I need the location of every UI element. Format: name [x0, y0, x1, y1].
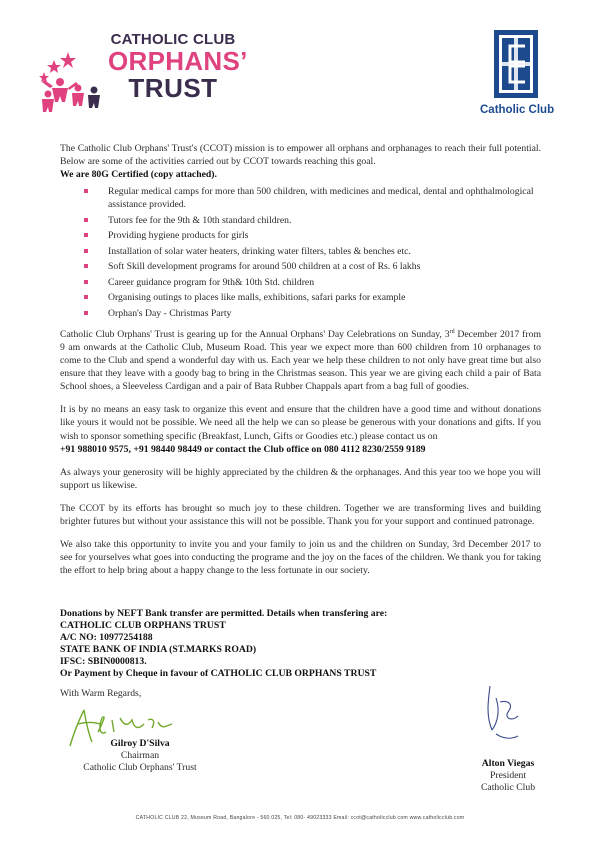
trust-logo-text [108, 31, 248, 103]
president-block [458, 758, 558, 795]
ccot-paragraph: The CCOT by its efforts has brought so much joy to these children. Together we are transforming lives and building brighter futures but without your assistance this will not be possible. Thank you for your support and continued patronage. [60, 502, 541, 527]
trust-logo [38, 28, 248, 116]
chairman-block [60, 738, 220, 775]
list-item: Providing hygiene products for girls [82, 229, 541, 242]
contact-numbers: +91 988010 9575, +91 98440 98449 or contact the Club office on 080 4112 8230/2559 9189 [60, 443, 426, 455]
chairman-title: Chairman [120, 750, 160, 762]
bank-details: Donations by NEFT Bank transfer are permitted. Details when transfering are: CATHOLIC CLUB ORPHANS TRUST A/C NO: 10977254188 STATE BANK OF INDIA (ST.MARKS ROAD) IFSC: SBIN0000813. Or Payment by Cheque in favour of CATHOLIC CLUB ORPHANS TRUST [60, 608, 388, 679]
president-name: Alton Viegas [481, 758, 535, 769]
bullet-icon [84, 264, 88, 268]
list-item: Organising outings to places like malls, exhibitions, safari parks for example [82, 291, 541, 304]
chairman-org: Catholic Club Orphans' Trust [83, 762, 197, 774]
letter-body [60, 142, 541, 577]
contact-paragraph: It is by no means an easy task to organize this event and ensure that the children have a good time and without donations like yours it would not be possible. We need all the help we can so please be generous with your donations and gifts. If you wish to sponsor something specific (Breakfast, Lunch, Gifts or Goodies etc.) please contact us on +91 988010 9575, +91 98440 98449 or contact the Club office on 080 4112 8230/2559 9189 [60, 404, 541, 455]
trust-logo-line3: TRUST [128, 73, 218, 103]
closing-line: With Warm Regards, [60, 688, 142, 699]
chairman-name: Gilroy D'Silva [110, 738, 170, 749]
letterhead-footer: CATHOLIC CLUB 22, Museum Road, Bangalore - 560 025, Tel: 080- 49023333 Email: ccot@catholicclub.com www.catholicclub.com [135, 815, 465, 821]
bullet-icon [84, 233, 88, 237]
generosity-paragraph: As always your generosity will be highly appreciated by the children & the orphanages. And this year too we hope you will support us likewise. [60, 466, 541, 491]
activities-list [60, 185, 541, 320]
bullet-icon [84, 189, 88, 193]
bullet-icon [84, 249, 88, 253]
president-title: President [489, 770, 527, 782]
trust-logo-line1: CATHOLIC CLUB [110, 31, 236, 48]
club-logo [470, 28, 580, 118]
list-item: Tutors fee for the 9th & 10th standard children. [82, 214, 541, 227]
president-signature [478, 682, 538, 744]
list-item: Regular medical camps for more than 500 children, with medicines and medical, dental and ophthalmological assistance provided. [82, 185, 541, 211]
list-item: Installation of solar water heaters, drinking water filters, tables & benches etc. [82, 245, 541, 258]
list-item: Soft Skill development programs for around 500 children at a cost of Rs. 6 lakhs [82, 260, 541, 273]
cc-monogram-icon [492, 28, 540, 100]
bullet-icon [84, 280, 88, 284]
celebration-paragraph: Catholic Club Orphans' Trust is gearing up for the Annual Orphans' Day Celebrations on Sunday, 3rd December 2017 from 9 am onwards at the Catholic Club, Museum Road. This year we expect more than 600 children from 10 orphanages to come to the Club and spend a wonderful day with us. Each year we help these children to not only have great time but also ensure that they leave with a goody bag to bring in the Christmas season. This year we are giving each child a pair of Bata School shoes, a Sleeveless Cardigan and a pair of Bata Rubber Chappals apart from a bag full of goodies. [60, 328, 541, 393]
list-item: Orphan's Day - Christmas Party [82, 307, 541, 320]
list-item: Career guidance program for 9th& 10th Std. children [82, 276, 541, 289]
bullet-icon [84, 218, 88, 222]
bullet-icon [84, 311, 88, 315]
trust-logo-line2: ORPHANS’ [108, 46, 248, 76]
intro-paragraph: The Catholic Club Orphans' Trust's (CCOT) mission is to empower all orphans and orphanages to reach their full potential. Below are some of the activities carried out by CCOT towards reaching this goal. [60, 143, 541, 168]
president-org: Catholic Club [480, 782, 536, 794]
children-stars-logo-icon [38, 50, 110, 114]
certified-note: We are 80G Certified (copy attached). [60, 169, 217, 181]
bullet-icon [84, 295, 88, 299]
invite-paragraph: We also take this opportunity to invite you and your family to join us and the children on Sunday, 3rd December 2017 to see for yourselves what goes into conducting the programe and the joy on the faces of the children. We thank you for taking the effort to help bring about a happy change to the less fortunate in our society. [60, 539, 541, 577]
club-logo-caption: Catholic Club [480, 104, 555, 116]
